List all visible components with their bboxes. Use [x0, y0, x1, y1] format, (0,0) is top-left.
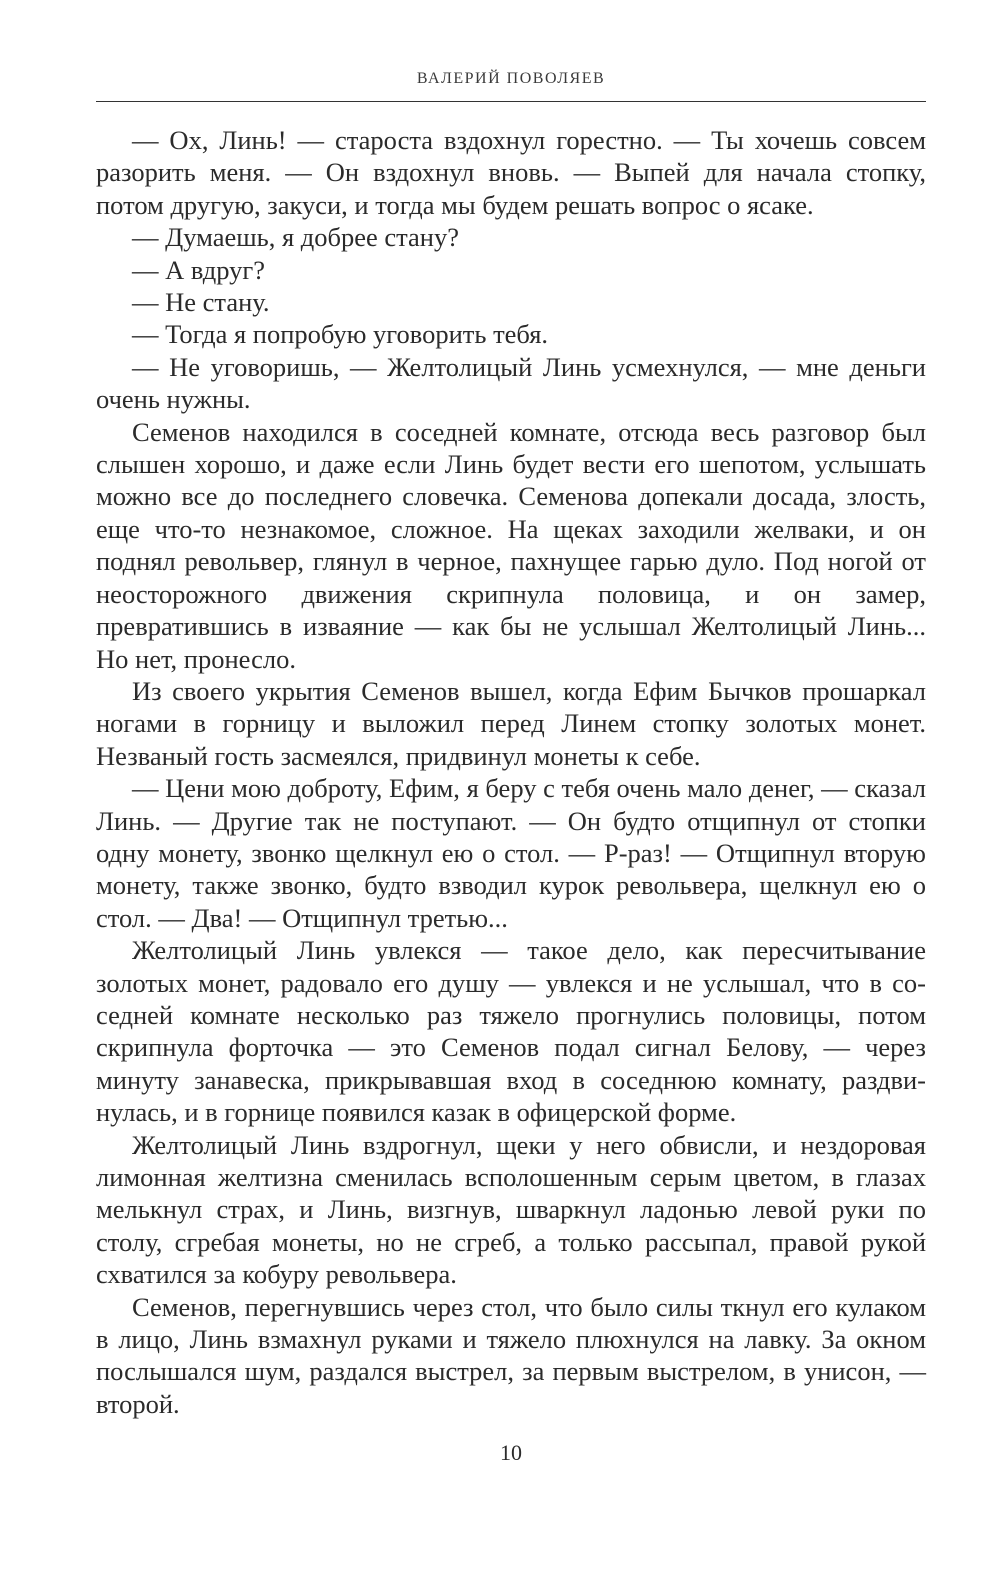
paragraph: — Тогда я попробую уговорить тебя. — [132, 319, 549, 350]
header-rule — [96, 101, 926, 102]
paragraph: — Не стану. — [132, 287, 270, 318]
running-head: ВАЛЕРИЙ ПОВОЛЯЕВ — [416, 70, 606, 87]
paragraph: Семенов находился в соседней комнате, отсюда весь разговор был слышен хорошо, и даже если Линь будет вести его шепотом, услышать можно все до последнего словечка. Семенова допекали досада, злость, еще что-то незнакомое, сложное. На щеках заходили желваки, и он поднял револьвер, глянул в черное, пахнущее гарью дуло. Под ногой от неосторожного движения скрипнула половица, и он замер, превратившись в изваяние — как бы не услышал Желтолицый Линь... Но нет, пронесло. — [96, 416, 926, 674]
paragraph: Желтолицый Линь увлекся — такое дело, как пересчитывание золотых монет, радовало его душу — увлекся и не услышал, что в соседней комнате несколько раз тяжело прогнулись половицы, потом скрипнула форточка — это Семенов подал сигнал Белову, — через минуту занавеска, прикрывавшая вход в соседнюю комнату, раздвинулась, и в горнице появился казак в офицерской форме. — [96, 935, 926, 1128]
page-number: 10 — [500, 1440, 522, 1465]
paragraph: Желтолицый Линь вздрогнул, щеки у него обвисли, и нездоровая лимонная желтизна сменилась всполошенным серым цветом, в глазах мелькнул страх, и Линь, визгнув, шваркнул ладонью левой руки по столу, сгребая монеты, но не сгреб, а только рассыпал, правой рукой схватился за кобуру револьвера. — [96, 1129, 926, 1290]
body-text — [96, 124, 926, 1420]
paragraph: — Не уговоришь, — Желтолицый Линь усмехнулся, — мне деньги очень нужны. — [96, 351, 926, 415]
paragraph: — А вдруг? — [132, 254, 266, 285]
paragraph: — Ох, Линь! — староста вздохнул горестно. — Ты хочешь совсем разорить меня. — Он вздохнул вновь. — Выпей для начала стопку, потом другую, закуси, и тогда мы будем решать вопрос о ясаке. — [96, 125, 926, 220]
paragraph: — Думаешь, я добрее стану? — [132, 222, 460, 253]
paragraph: — Цени мою доброту, Ефим, я беру с тебя очень мало денег, — сказал Линь. — Другие так не поступают. — Он будто отщипнул от стопки одну монету, звонко щелкнул ею о стол. — Р-раз! — Отщипнул вторую монету, также звонко, будто взводил курок револьвера, щелкнул ею о стол. — Два! — Отщипнул третью... — [96, 773, 926, 933]
paragraph: Семенов, перегнувшись через стол, что было силы ткнул его кулаком в лицо, Линь взмахнул руками и тяжело плюхнулся на лавку. За окном послышался шум, раздался выстрел, за первым выстрелом, в унисон, — второй. — [96, 1291, 926, 1419]
paragraph: Из своего укрытия Семенов вышел, когда Ефим Бычков прошаркал ногами в горницу и выложил перед Линем стопку золотых монет. Незваный гость засмеялся, придвинул монеты к себе. — [96, 675, 926, 771]
